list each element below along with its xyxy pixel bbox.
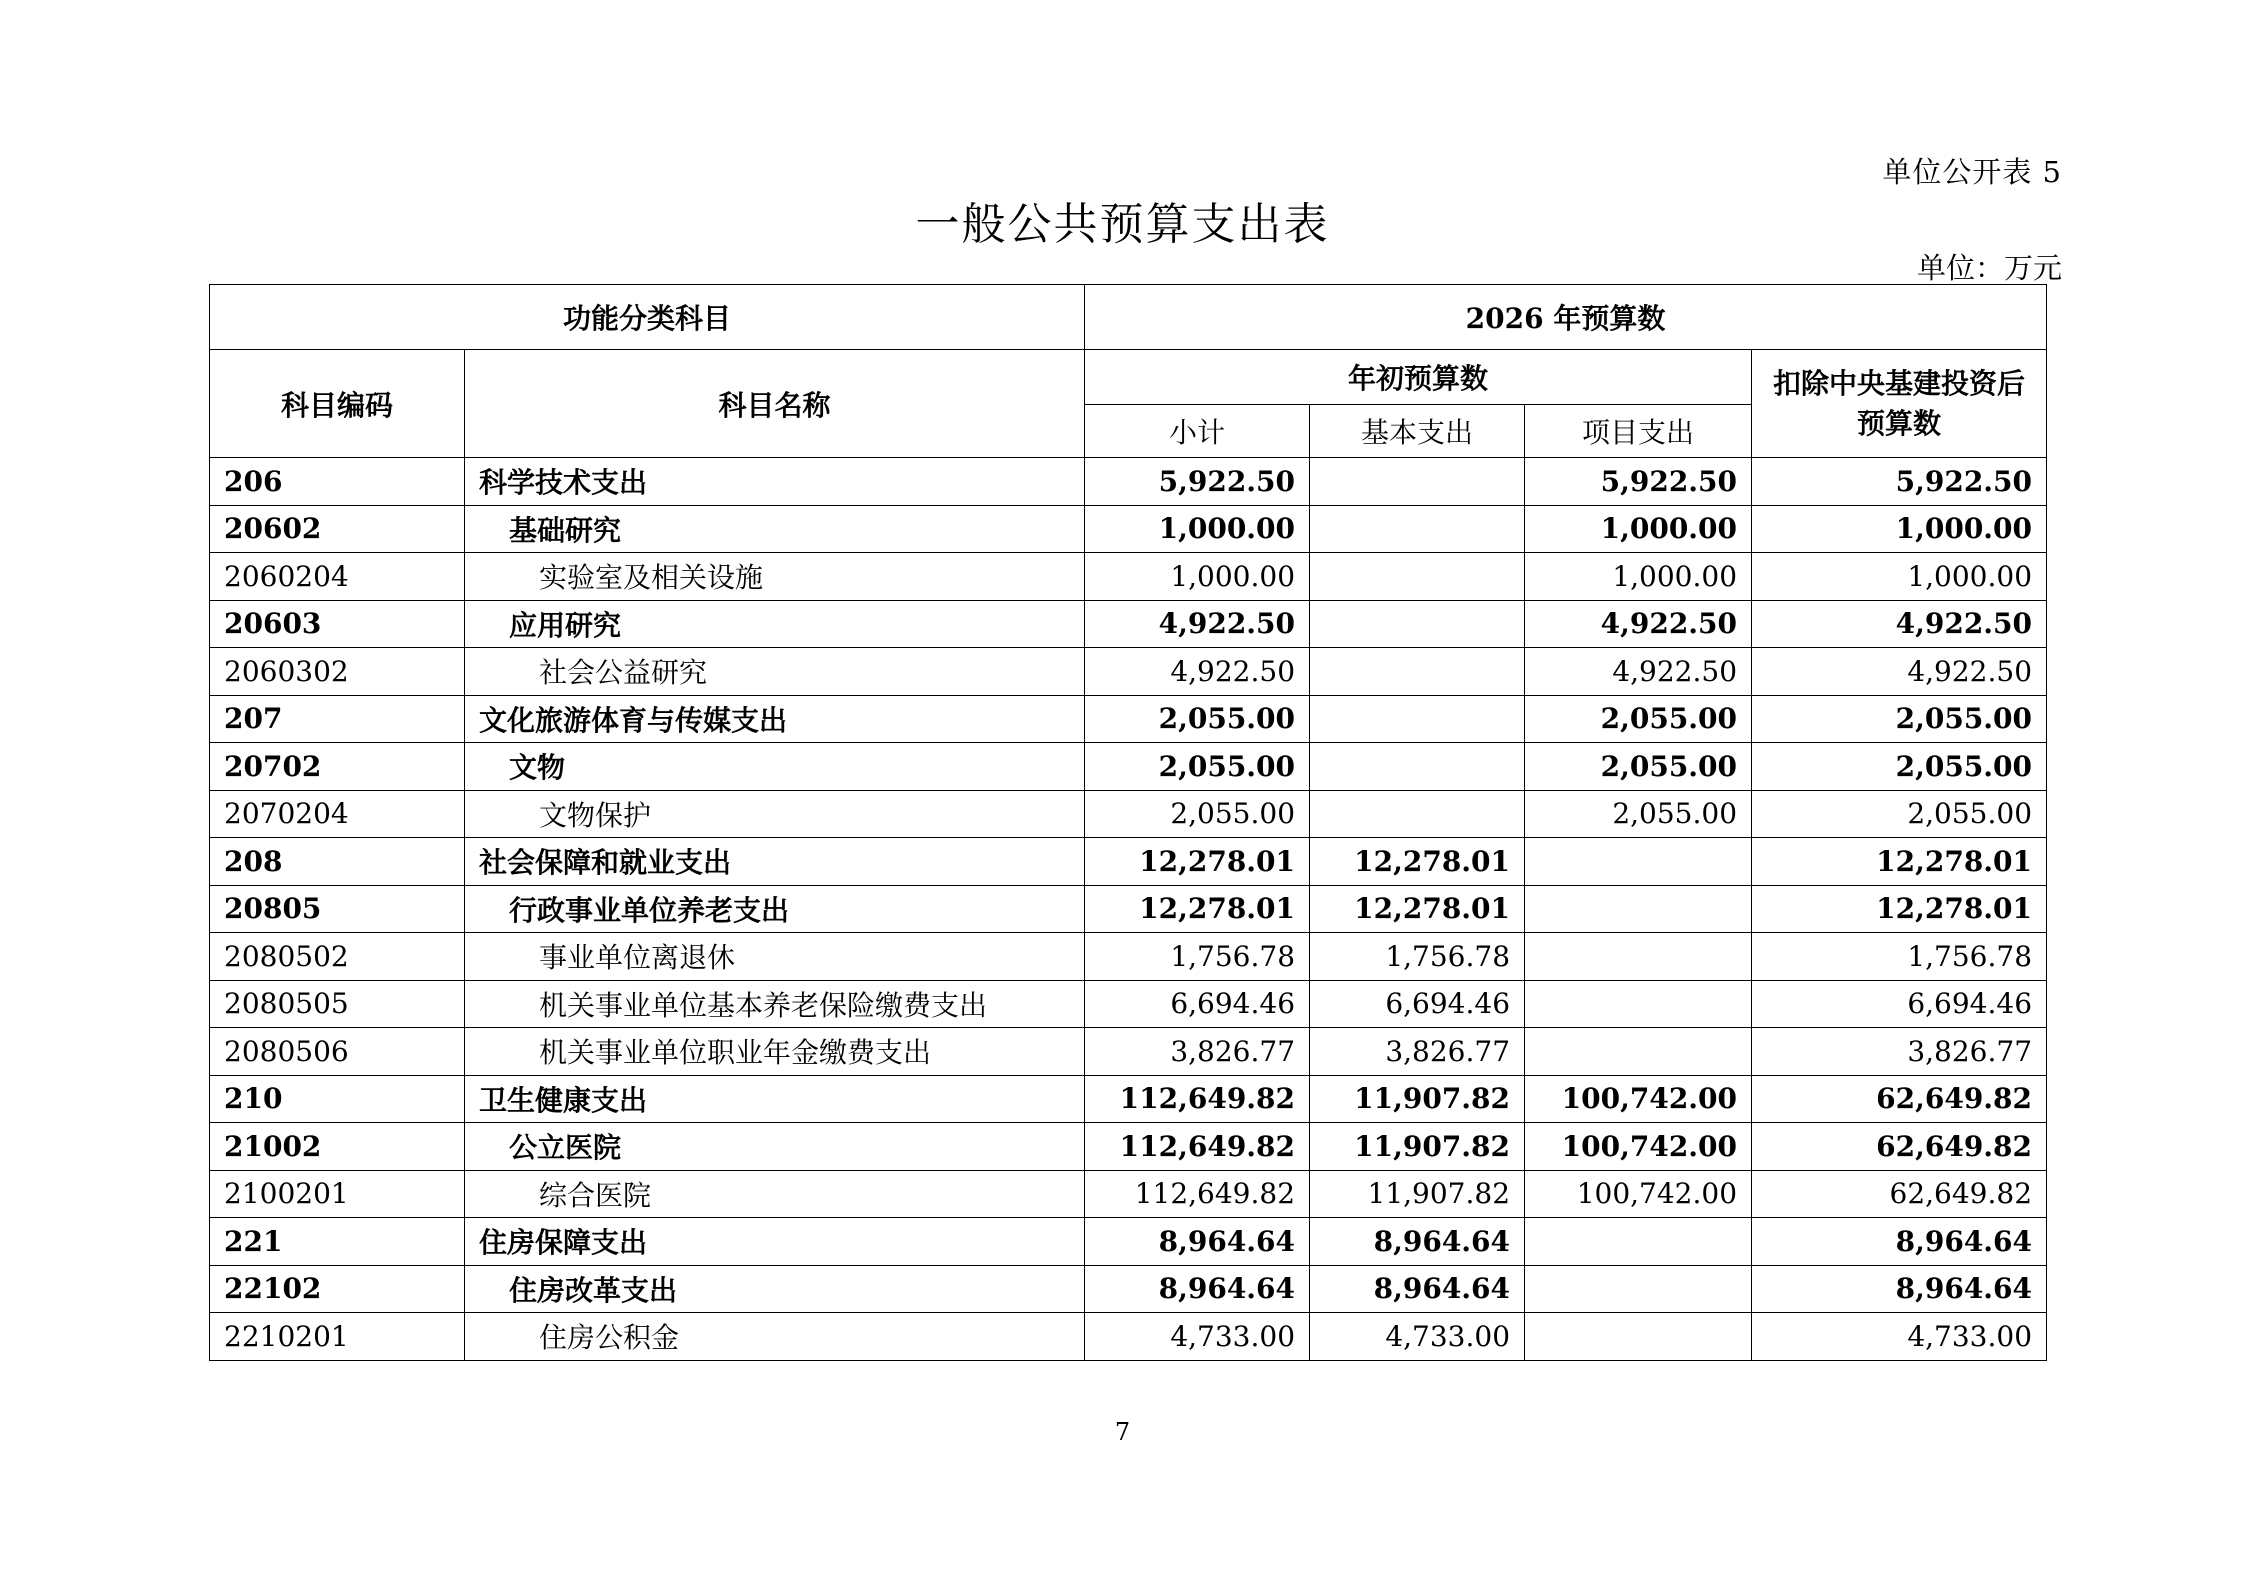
row-excl-central: 12,278.01 — [1752, 885, 2047, 933]
row-subtotal: 112,649.82 — [1085, 1123, 1310, 1171]
header-row-1 — [210, 285, 2047, 350]
table-row — [210, 1075, 2047, 1123]
row-name: 公立医院 — [465, 1123, 1085, 1171]
table-row — [210, 458, 2047, 506]
row-excl-central: 5,922.50 — [1752, 458, 2047, 506]
table-row — [210, 743, 2047, 791]
excl-central-header: 扣除中央基建投资后预算数 — [1752, 350, 2047, 458]
row-excl-central: 8,964.64 — [1752, 1218, 2047, 1266]
row-subtotal: 1,000.00 — [1085, 505, 1310, 553]
row-name: 基础研究 — [465, 505, 1085, 553]
row-name: 住房公积金 — [465, 1313, 1085, 1361]
row-subtotal: 2,055.00 — [1085, 790, 1310, 838]
table-row — [210, 933, 2047, 981]
row-code: 2080505 — [210, 980, 465, 1028]
row-project — [1525, 1313, 1752, 1361]
row-subtotal: 1,756.78 — [1085, 933, 1310, 981]
row-name: 住房保障支出 — [465, 1218, 1085, 1266]
row-subtotal: 4,733.00 — [1085, 1313, 1310, 1361]
row-subtotal: 6,694.46 — [1085, 980, 1310, 1028]
budget-year-header: 2026 年预算数 — [1085, 285, 2047, 350]
row-basic: 11,907.82 — [1310, 1075, 1525, 1123]
row-name: 社会公益研究 — [465, 648, 1085, 696]
row-excl-central: 2,055.00 — [1752, 790, 2047, 838]
row-code: 2100201 — [210, 1170, 465, 1218]
row-excl-central: 8,964.64 — [1752, 1265, 2047, 1313]
row-basic: 4,733.00 — [1310, 1313, 1525, 1361]
row-basic: 8,964.64 — [1310, 1218, 1525, 1266]
row-name: 科学技术支出 — [465, 458, 1085, 506]
row-subtotal: 4,922.50 — [1085, 600, 1310, 648]
unit-label: 单位：万元 — [1916, 251, 2062, 285]
row-subtotal: 112,649.82 — [1085, 1075, 1310, 1123]
table-row — [210, 885, 2047, 933]
page-title: 一般公共预算支出表 — [915, 199, 1330, 250]
row-name: 卫生健康支出 — [465, 1075, 1085, 1123]
row-subtotal: 3,826.77 — [1085, 1028, 1310, 1076]
row-project: 2,055.00 — [1525, 743, 1752, 791]
table-row — [210, 980, 2047, 1028]
row-subtotal: 12,278.01 — [1085, 885, 1310, 933]
row-excl-central: 4,733.00 — [1752, 1313, 2047, 1361]
row-code: 210 — [210, 1075, 465, 1123]
table-row — [210, 695, 2047, 743]
row-project: 4,922.50 — [1525, 648, 1752, 696]
row-project — [1525, 1028, 1752, 1076]
row-basic — [1310, 505, 1525, 553]
row-code: 2060204 — [210, 553, 465, 601]
row-excl-central: 62,649.82 — [1752, 1123, 2047, 1171]
name-header: 科目名称 — [465, 350, 1085, 458]
row-subtotal: 8,964.64 — [1085, 1218, 1310, 1266]
row-basic — [1310, 743, 1525, 791]
row-project — [1525, 1218, 1752, 1266]
table-row — [210, 1123, 2047, 1171]
row-name: 机关事业单位基本养老保险缴费支出 — [465, 980, 1085, 1028]
row-name: 事业单位离退休 — [465, 933, 1085, 981]
table-row — [210, 838, 2047, 886]
row-basic: 1,756.78 — [1310, 933, 1525, 981]
row-excl-central: 1,756.78 — [1752, 933, 2047, 981]
row-subtotal: 112,649.82 — [1085, 1170, 1310, 1218]
code-header: 科目编码 — [210, 350, 465, 458]
row-code: 2080506 — [210, 1028, 465, 1076]
row-name: 行政事业单位养老支出 — [465, 885, 1085, 933]
row-code: 2070204 — [210, 790, 465, 838]
row-code: 20602 — [210, 505, 465, 553]
row-subtotal: 5,922.50 — [1085, 458, 1310, 506]
project-header: 项目支出 — [1525, 405, 1752, 458]
row-excl-central: 12,278.01 — [1752, 838, 2047, 886]
row-name: 住房改革支出 — [465, 1265, 1085, 1313]
row-project — [1525, 885, 1752, 933]
table-row — [210, 1265, 2047, 1313]
page-number: 7 — [1114, 1418, 1131, 1446]
row-subtotal: 2,055.00 — [1085, 743, 1310, 791]
row-code: 20702 — [210, 743, 465, 791]
row-excl-central: 4,922.50 — [1752, 600, 2047, 648]
row-code: 22102 — [210, 1265, 465, 1313]
row-code: 2060302 — [210, 648, 465, 696]
row-basic — [1310, 458, 1525, 506]
row-basic: 12,278.01 — [1310, 838, 1525, 886]
row-excl-central: 62,649.82 — [1752, 1075, 2047, 1123]
row-code: 2210201 — [210, 1313, 465, 1361]
table-row — [210, 505, 2047, 553]
row-project: 2,055.00 — [1525, 695, 1752, 743]
row-basic: 12,278.01 — [1310, 885, 1525, 933]
row-project: 2,055.00 — [1525, 790, 1752, 838]
row-excl-central: 1,000.00 — [1752, 505, 2047, 553]
row-project — [1525, 1265, 1752, 1313]
subtotal-header: 小计 — [1085, 405, 1310, 458]
row-name: 社会保障和就业支出 — [465, 838, 1085, 886]
row-excl-central: 2,055.00 — [1752, 695, 2047, 743]
row-excl-central: 4,922.50 — [1752, 648, 2047, 696]
row-basic: 11,907.82 — [1310, 1170, 1525, 1218]
row-subtotal: 1,000.00 — [1085, 553, 1310, 601]
table-row — [210, 1028, 2047, 1076]
row-code: 21002 — [210, 1123, 465, 1171]
row-excl-central: 2,055.00 — [1752, 743, 2047, 791]
row-name: 实验室及相关设施 — [465, 553, 1085, 601]
functional-class-header: 功能分类科目 — [210, 285, 1085, 350]
row-basic — [1310, 695, 1525, 743]
row-subtotal: 8,964.64 — [1085, 1265, 1310, 1313]
table-row — [210, 790, 2047, 838]
row-excl-central: 3,826.77 — [1752, 1028, 2047, 1076]
basic-header: 基本支出 — [1310, 405, 1525, 458]
table-body — [210, 458, 2047, 1361]
row-name: 文物 — [465, 743, 1085, 791]
row-basic — [1310, 553, 1525, 601]
row-project: 100,742.00 — [1525, 1075, 1752, 1123]
row-code: 20805 — [210, 885, 465, 933]
row-basic: 11,907.82 — [1310, 1123, 1525, 1171]
row-excl-central: 6,694.46 — [1752, 980, 2047, 1028]
row-name: 文物保护 — [465, 790, 1085, 838]
initial-budget-header: 年初预算数 — [1085, 350, 1752, 405]
table-row — [210, 648, 2047, 696]
row-basic — [1310, 790, 1525, 838]
row-basic — [1310, 648, 1525, 696]
row-project — [1525, 838, 1752, 886]
row-code: 207 — [210, 695, 465, 743]
row-code: 20603 — [210, 600, 465, 648]
row-name: 文化旅游体育与传媒支出 — [465, 695, 1085, 743]
form-number: 单位公开表 5 — [1882, 155, 2062, 189]
row-name: 应用研究 — [465, 600, 1085, 648]
row-project: 1,000.00 — [1525, 505, 1752, 553]
row-basic: 6,694.46 — [1310, 980, 1525, 1028]
row-subtotal: 12,278.01 — [1085, 838, 1310, 886]
row-excl-central: 62,649.82 — [1752, 1170, 2047, 1218]
row-basic: 3,826.77 — [1310, 1028, 1525, 1076]
row-code: 208 — [210, 838, 465, 886]
row-code: 221 — [210, 1218, 465, 1266]
row-project: 4,922.50 — [1525, 600, 1752, 648]
row-name: 综合医院 — [465, 1170, 1085, 1218]
row-project: 1,000.00 — [1525, 553, 1752, 601]
row-basic — [1310, 600, 1525, 648]
row-excl-central: 1,000.00 — [1752, 553, 2047, 601]
row-name: 机关事业单位职业年金缴费支出 — [465, 1028, 1085, 1076]
row-subtotal: 2,055.00 — [1085, 695, 1310, 743]
table-row — [210, 1218, 2047, 1266]
header-row-2 — [210, 350, 2047, 405]
row-code: 206 — [210, 458, 465, 506]
budget-table — [209, 284, 2047, 1361]
table-row — [210, 600, 2047, 648]
row-subtotal: 4,922.50 — [1085, 648, 1310, 696]
row-project — [1525, 980, 1752, 1028]
table-row — [210, 1170, 2047, 1218]
table-row — [210, 553, 2047, 601]
row-project: 100,742.00 — [1525, 1123, 1752, 1171]
table-row — [210, 1313, 2047, 1361]
row-project: 100,742.00 — [1525, 1170, 1752, 1218]
row-project — [1525, 933, 1752, 981]
row-project: 5,922.50 — [1525, 458, 1752, 506]
row-basic: 8,964.64 — [1310, 1265, 1525, 1313]
row-code: 2080502 — [210, 933, 465, 981]
